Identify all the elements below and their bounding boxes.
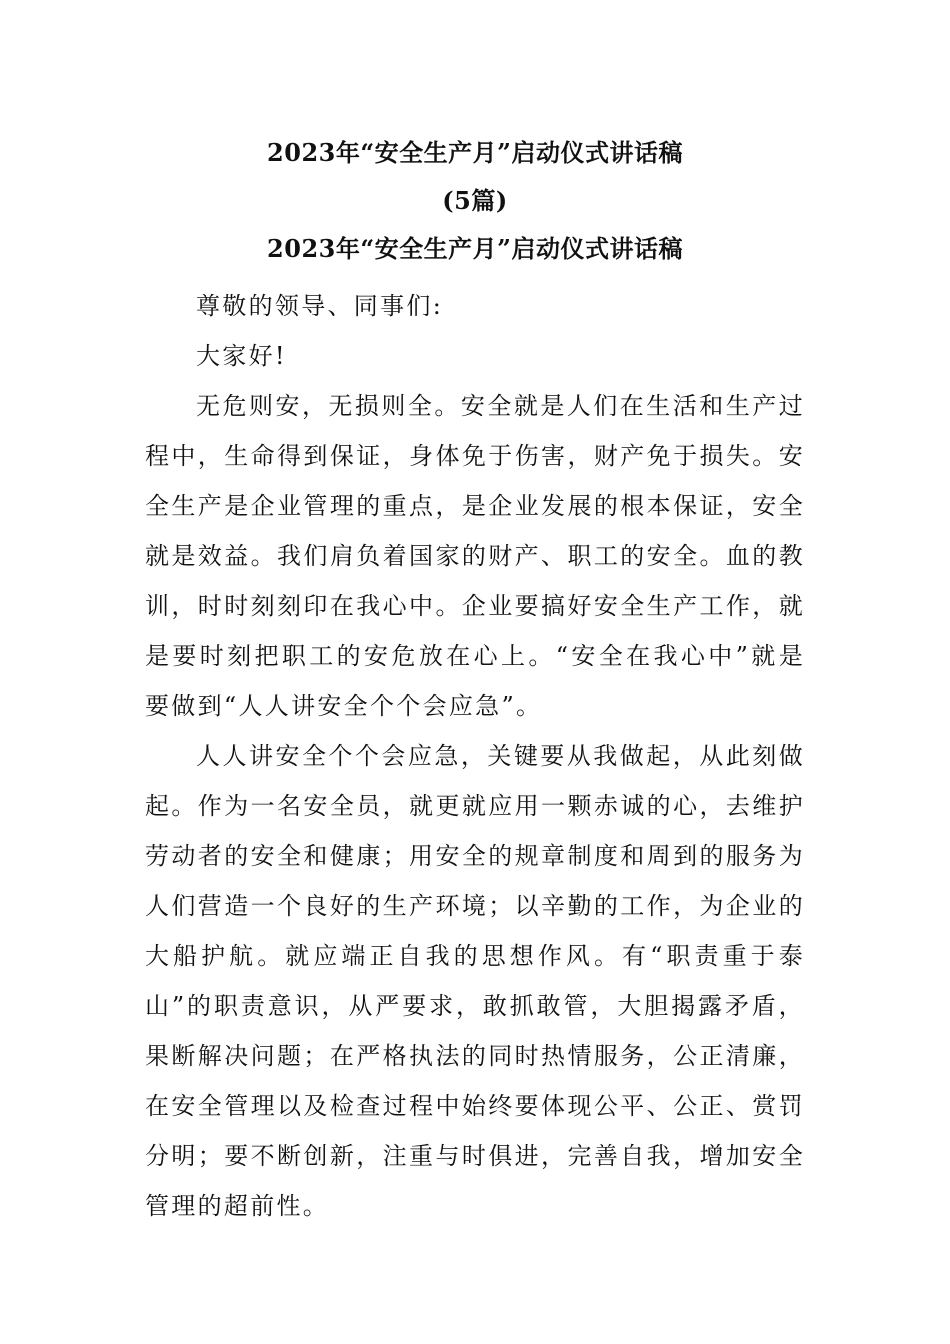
document-title-count: (5篇) xyxy=(442,186,508,215)
paragraph: 无危则安，无损则全。安全就是人们在生活和生产过程中，生命得到保证，身体免于伤害，财产免于损失。安全生产是企业管理的重点，是企业发展的根本保证，安全就是效益。我们肩负着国家的财产、职工的安全。血的教训，时时刻刻印在我心中。企业要搞好安全生产工作，就是要时刻把职工的安危放在心上。“安全在我心中”就是要做到“人人讲安全个个会应急”。 xyxy=(145,392,805,720)
section-title: 2023年“安全生产月”启动仪式讲话稿 xyxy=(267,234,683,263)
salutation: 尊敬的领导、同事们: xyxy=(196,292,444,320)
paragraph: 人人讲安全个个会应急，关键要从我做起，从此刻做起。作为一名安全员，就更就应用一颗赤诚的心，去维护劳动者的安全和健康；用安全的规章制度和周到的服务为人们营造一个良好的生产环境；以辛勤的工作，为企业的大船护航。就应端正自我的思想作风。有“职责重于泰山”的职责意识，从严要求，敢抓敢管，大胆揭露矛盾，果断解决问题；在严格执法的同时热情服务，公正清廉，在安全管理以及检查过程中始终要体现公平、公正、赏罚分明；要不断创新，注重与时俱进，完善自我，增加安全管理的超前性。 xyxy=(145,742,805,1220)
greeting: 大家好! xyxy=(196,342,287,370)
document-title: 2023年“安全生产月”启动仪式讲话稿 xyxy=(267,138,683,167)
document-body xyxy=(145,281,805,1231)
